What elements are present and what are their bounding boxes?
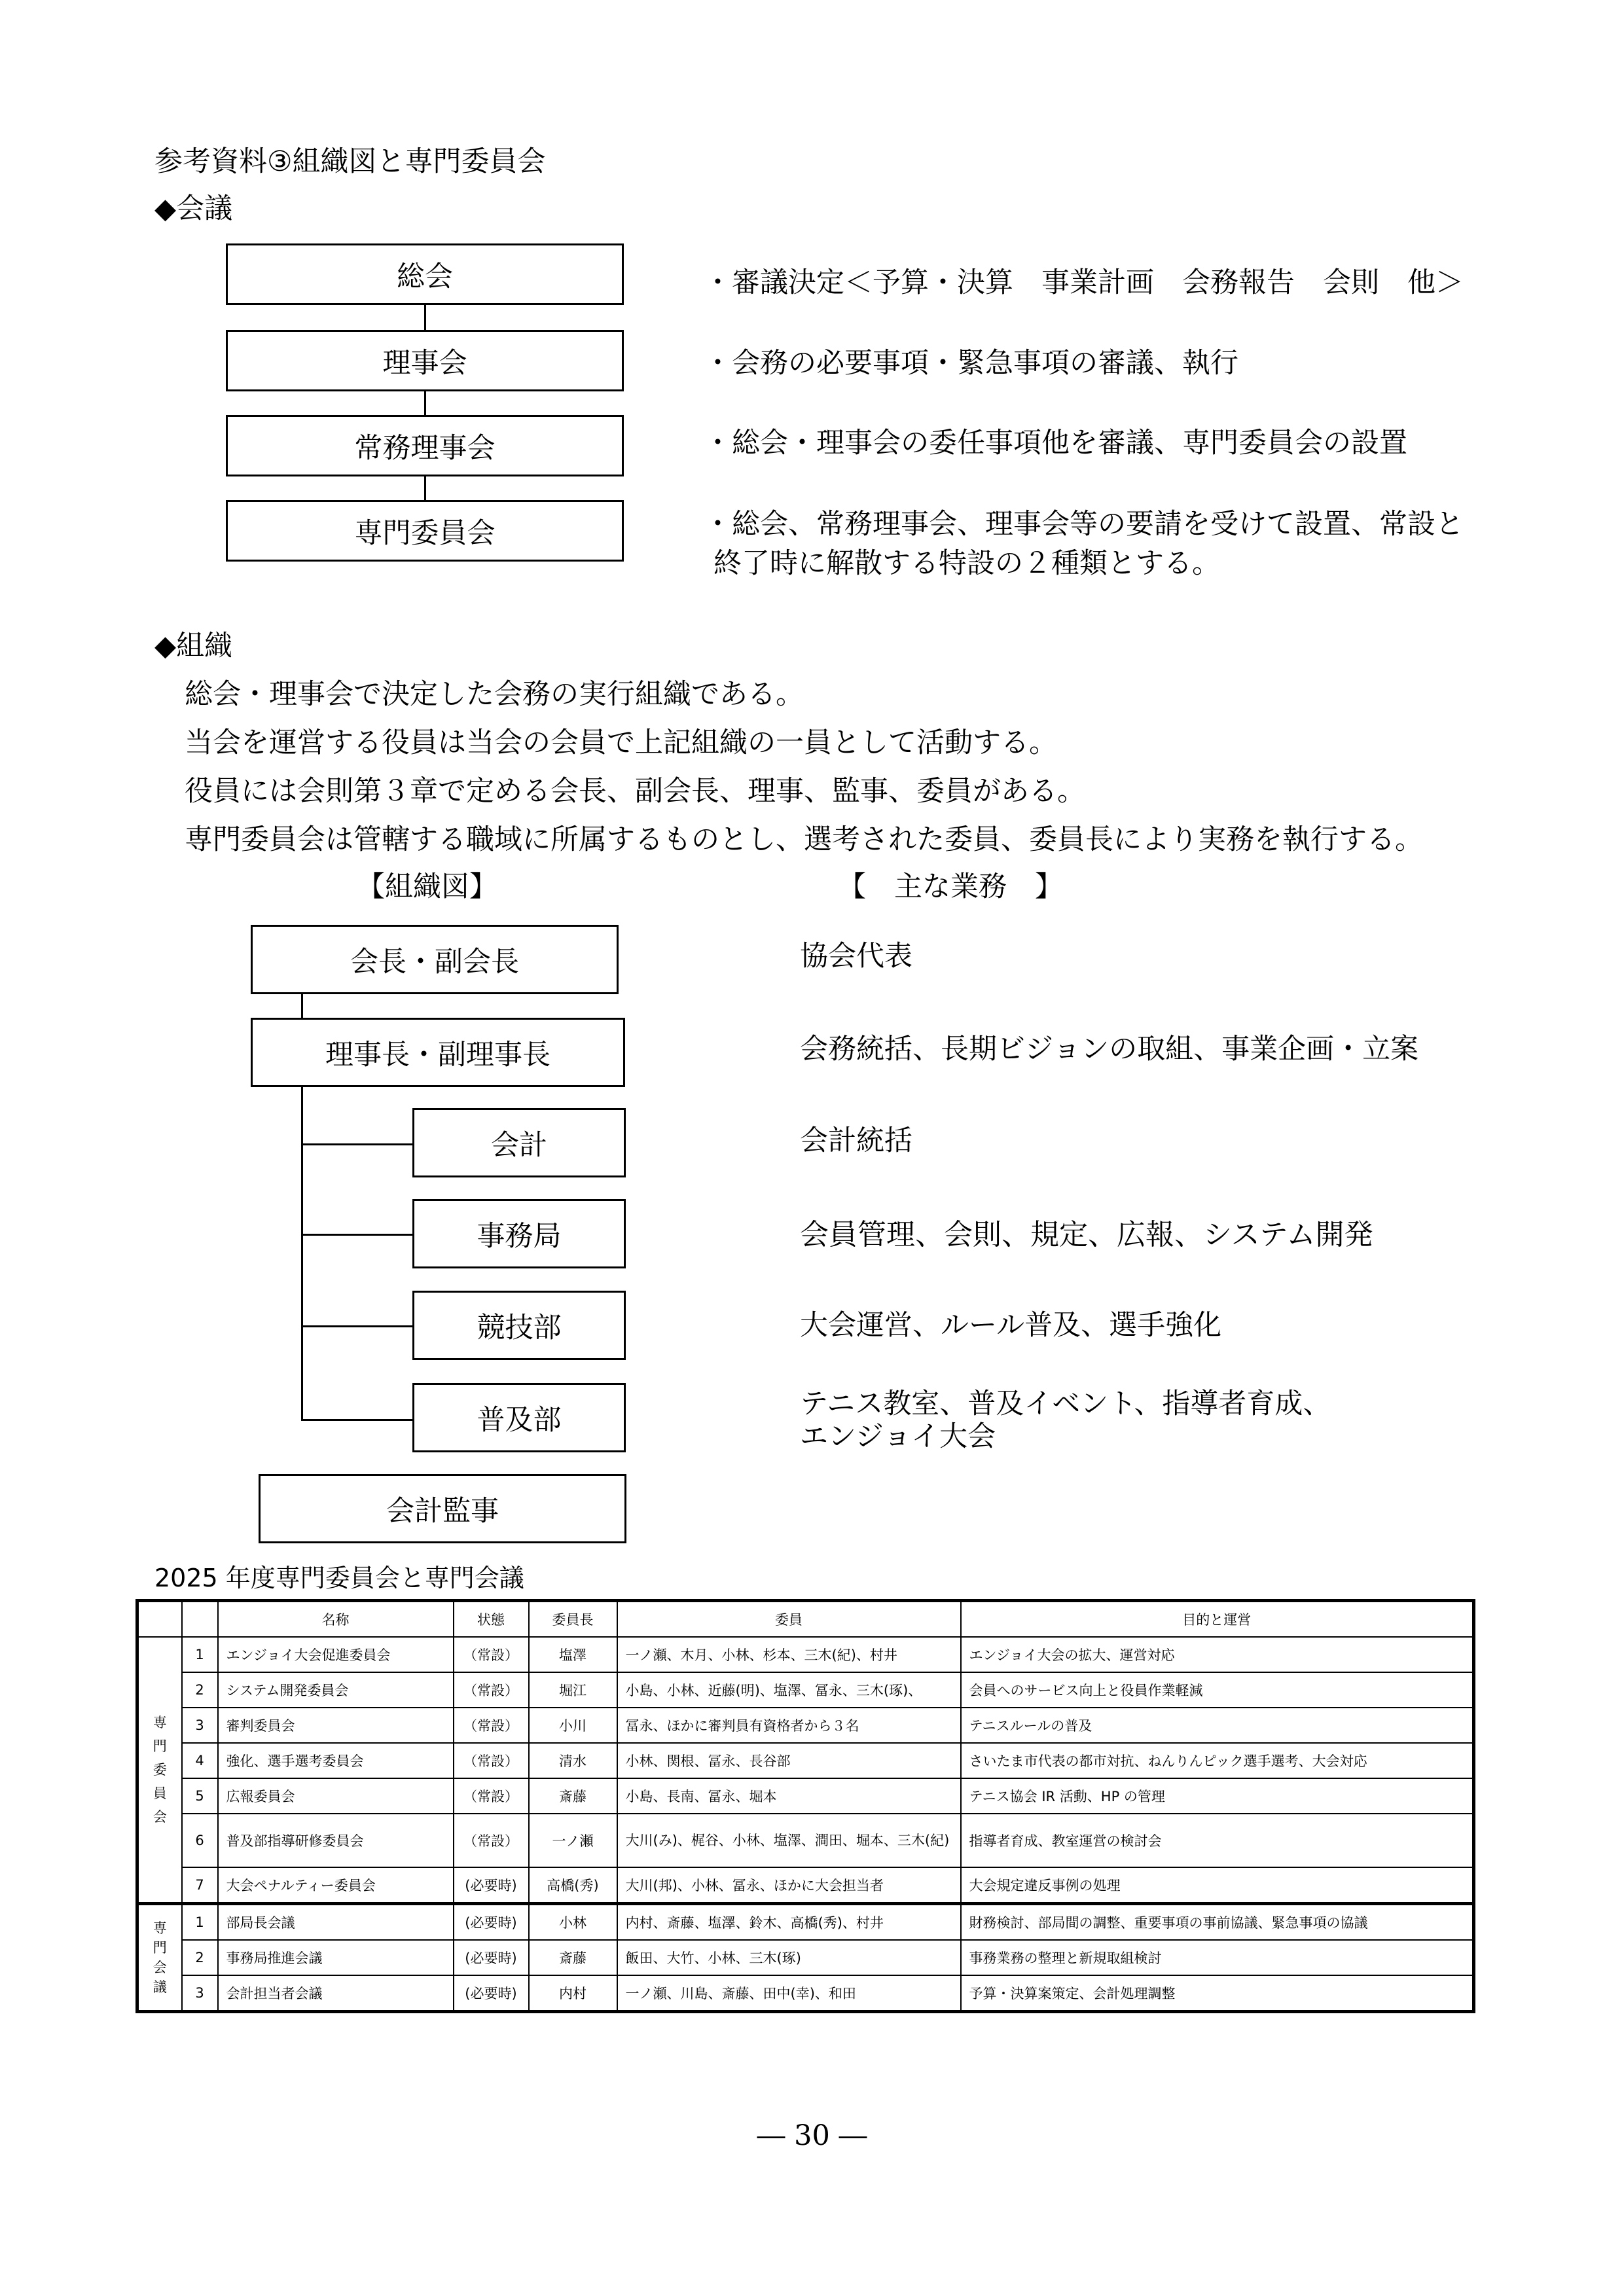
duties-label: 【 主な業務 】 (838, 870, 1063, 903)
meeting-box-board: 理事会 (226, 330, 624, 391)
org-box-chairman: 理事長・副理事長 (251, 1018, 625, 1087)
connector (301, 1419, 412, 1421)
page-title: 参考資料③組織図と専門委員会 (154, 145, 546, 178)
connector (301, 994, 303, 1018)
connector (301, 1325, 412, 1327)
connector (424, 305, 426, 330)
duty-text: 会計統括 (800, 1124, 912, 1157)
header-cell (182, 1601, 218, 1638)
org-chart-label: 【組織図】 (357, 870, 497, 903)
header-cell: 目的と運営 (961, 1601, 1474, 1638)
table-row: 専門会議 1 部局長会議 (必要時) 小林 内村、斎藤、塩澤、鈴木、高橋(秀)、村井 財務検討、部局間の調整、重要事項の事前協議、緊急事項の協議 (137, 1904, 1474, 1941)
header-cell: 委員長 (529, 1601, 617, 1638)
connector (301, 1143, 412, 1145)
committee-table (135, 1599, 1475, 2013)
org-box-auditor: 会計監事 (259, 1474, 626, 1543)
group-label: 専門会議 (137, 1904, 182, 2012)
meeting-box-committee: 専門委員会 (226, 500, 624, 562)
org-box-competition: 競技部 (412, 1291, 626, 1360)
table-row: 専門委員会 1 エンジョイ大会促進委員会 （常設） 塩澤 一ノ瀬、木月、小林、杉本、三木(紀)、村井 エンジョイ大会の拡大、運営対応 (137, 1637, 1474, 1672)
header-cell: 委員 (617, 1601, 961, 1638)
meeting-box-general: 総会 (226, 243, 624, 305)
meeting-description: 終了時に解散する特設の２種類とする。 (713, 547, 1220, 580)
meeting-description: ・総会・理事会の委任事項他を審議、専門委員会の設置 (704, 427, 1407, 459)
org-paragraph: 当会を運営する役員は当会の会員で上記組織の一員として活動する。 (185, 726, 1057, 759)
duty-text: 協会代表 (800, 940, 912, 973)
table-row: 7 大会ペナルティー委員会 (必要時) 高橋(秀) 大川(邦)、小林、冨永、ほかに大会担当者 大会規定違反事例の処理 (137, 1867, 1474, 1904)
table-row: 3 審判委員会 （常設） 小川 冨永、ほかに審判員有資格者から３名 テニスルールの普及 (137, 1708, 1474, 1743)
connector (301, 1234, 412, 1236)
header-cell (137, 1601, 182, 1638)
meeting-description: ・会務の必要事項・緊急事項の審議、執行 (704, 347, 1238, 380)
page-number: ― 30 ― (757, 2119, 867, 2152)
org-paragraph: 総会・理事会で決定した会務の実行組織である。 (185, 678, 804, 711)
meeting-description: ・総会、常務理事会、理事会等の要請を受けて設置、常設と (704, 508, 1464, 541)
connector (301, 1087, 303, 1421)
org-box-accounting: 会計 (412, 1108, 626, 1177)
duty-text: エンジョイ大会 (800, 1420, 996, 1453)
org-box-president: 会長・副会長 (251, 925, 619, 994)
group-label: 専門委員会 (137, 1637, 182, 1904)
duty-text: 会務統括、長期ビジョンの取組、事業企画・立案 (800, 1033, 1419, 1066)
table-row: 3 会計担当者会議 (必要時) 内村 一ノ瀬、川島、斎藤、田中(幸)、和田 予算・決算案策定、会計処理調整 (137, 1975, 1474, 2012)
org-heading: ◆組織 (154, 630, 233, 662)
table-row: 2 システム開発委員会 （常設） 堀江 小島、小林、近藤(明)、塩澤、冨永、三木(琢)、 会員へのサービス向上と役員作業軽減 (137, 1672, 1474, 1708)
connector (424, 476, 426, 500)
header-cell: 状態 (454, 1601, 529, 1638)
duty-text: 会員管理、会則、規定、広報、システム開発 (800, 1218, 1373, 1251)
table-row: 5 広報委員会 （常設） 斎藤 小島、長南、冨永、堀本 テニス協会 IR 活動、HP の管理 (137, 1778, 1474, 1814)
org-paragraph: 役員には会則第３章で定める会長、副会長、理事、監事、委員がある。 (185, 775, 1085, 808)
meeting-box-executive-board: 常務理事会 (226, 415, 624, 476)
org-box-secretariat: 事務局 (412, 1199, 626, 1268)
table-row: 2 事務局推進会議 (必要時) 斎藤 飯田、大竹、小林、三木(琢) 事務業務の整理と新規取組検討 (137, 1940, 1474, 1975)
duty-text: テニス教室、普及イベント、指導者育成、 (800, 1388, 1331, 1420)
header-cell: 名称 (218, 1601, 454, 1638)
table-row: 6 普及部指導研修委員会 （常設） 一ノ瀬 大川(み)、梶谷、小林、塩澤、澗田、堀本、三木(紀) 指導者育成、教室運営の検討会 (137, 1814, 1474, 1867)
table-header-row (137, 1601, 1474, 1638)
connector (424, 391, 426, 415)
duty-text: 大会運営、ルール普及、選手強化 (800, 1309, 1222, 1342)
org-paragraph: 専門委員会は管轄する職域に所属するものとし、選考された委員、委員長により実務を執行する。 (185, 823, 1423, 856)
org-box-promotion: 普及部 (412, 1383, 626, 1452)
table-row: 4 強化、選手選考委員会 （常設） 清水 小林、関根、冨永、長谷部 さいたま市代表の都市対抗、ねんりんピック選手選考、大会対応 (137, 1743, 1474, 1778)
table-caption: 2025 年度専門委員会と専門会議 (154, 1564, 524, 1592)
meeting-heading: ◆会議 (154, 192, 233, 225)
meeting-description: ・審議決定＜予算・決算 事業計画 会務報告 会則 他＞ (704, 266, 1464, 299)
